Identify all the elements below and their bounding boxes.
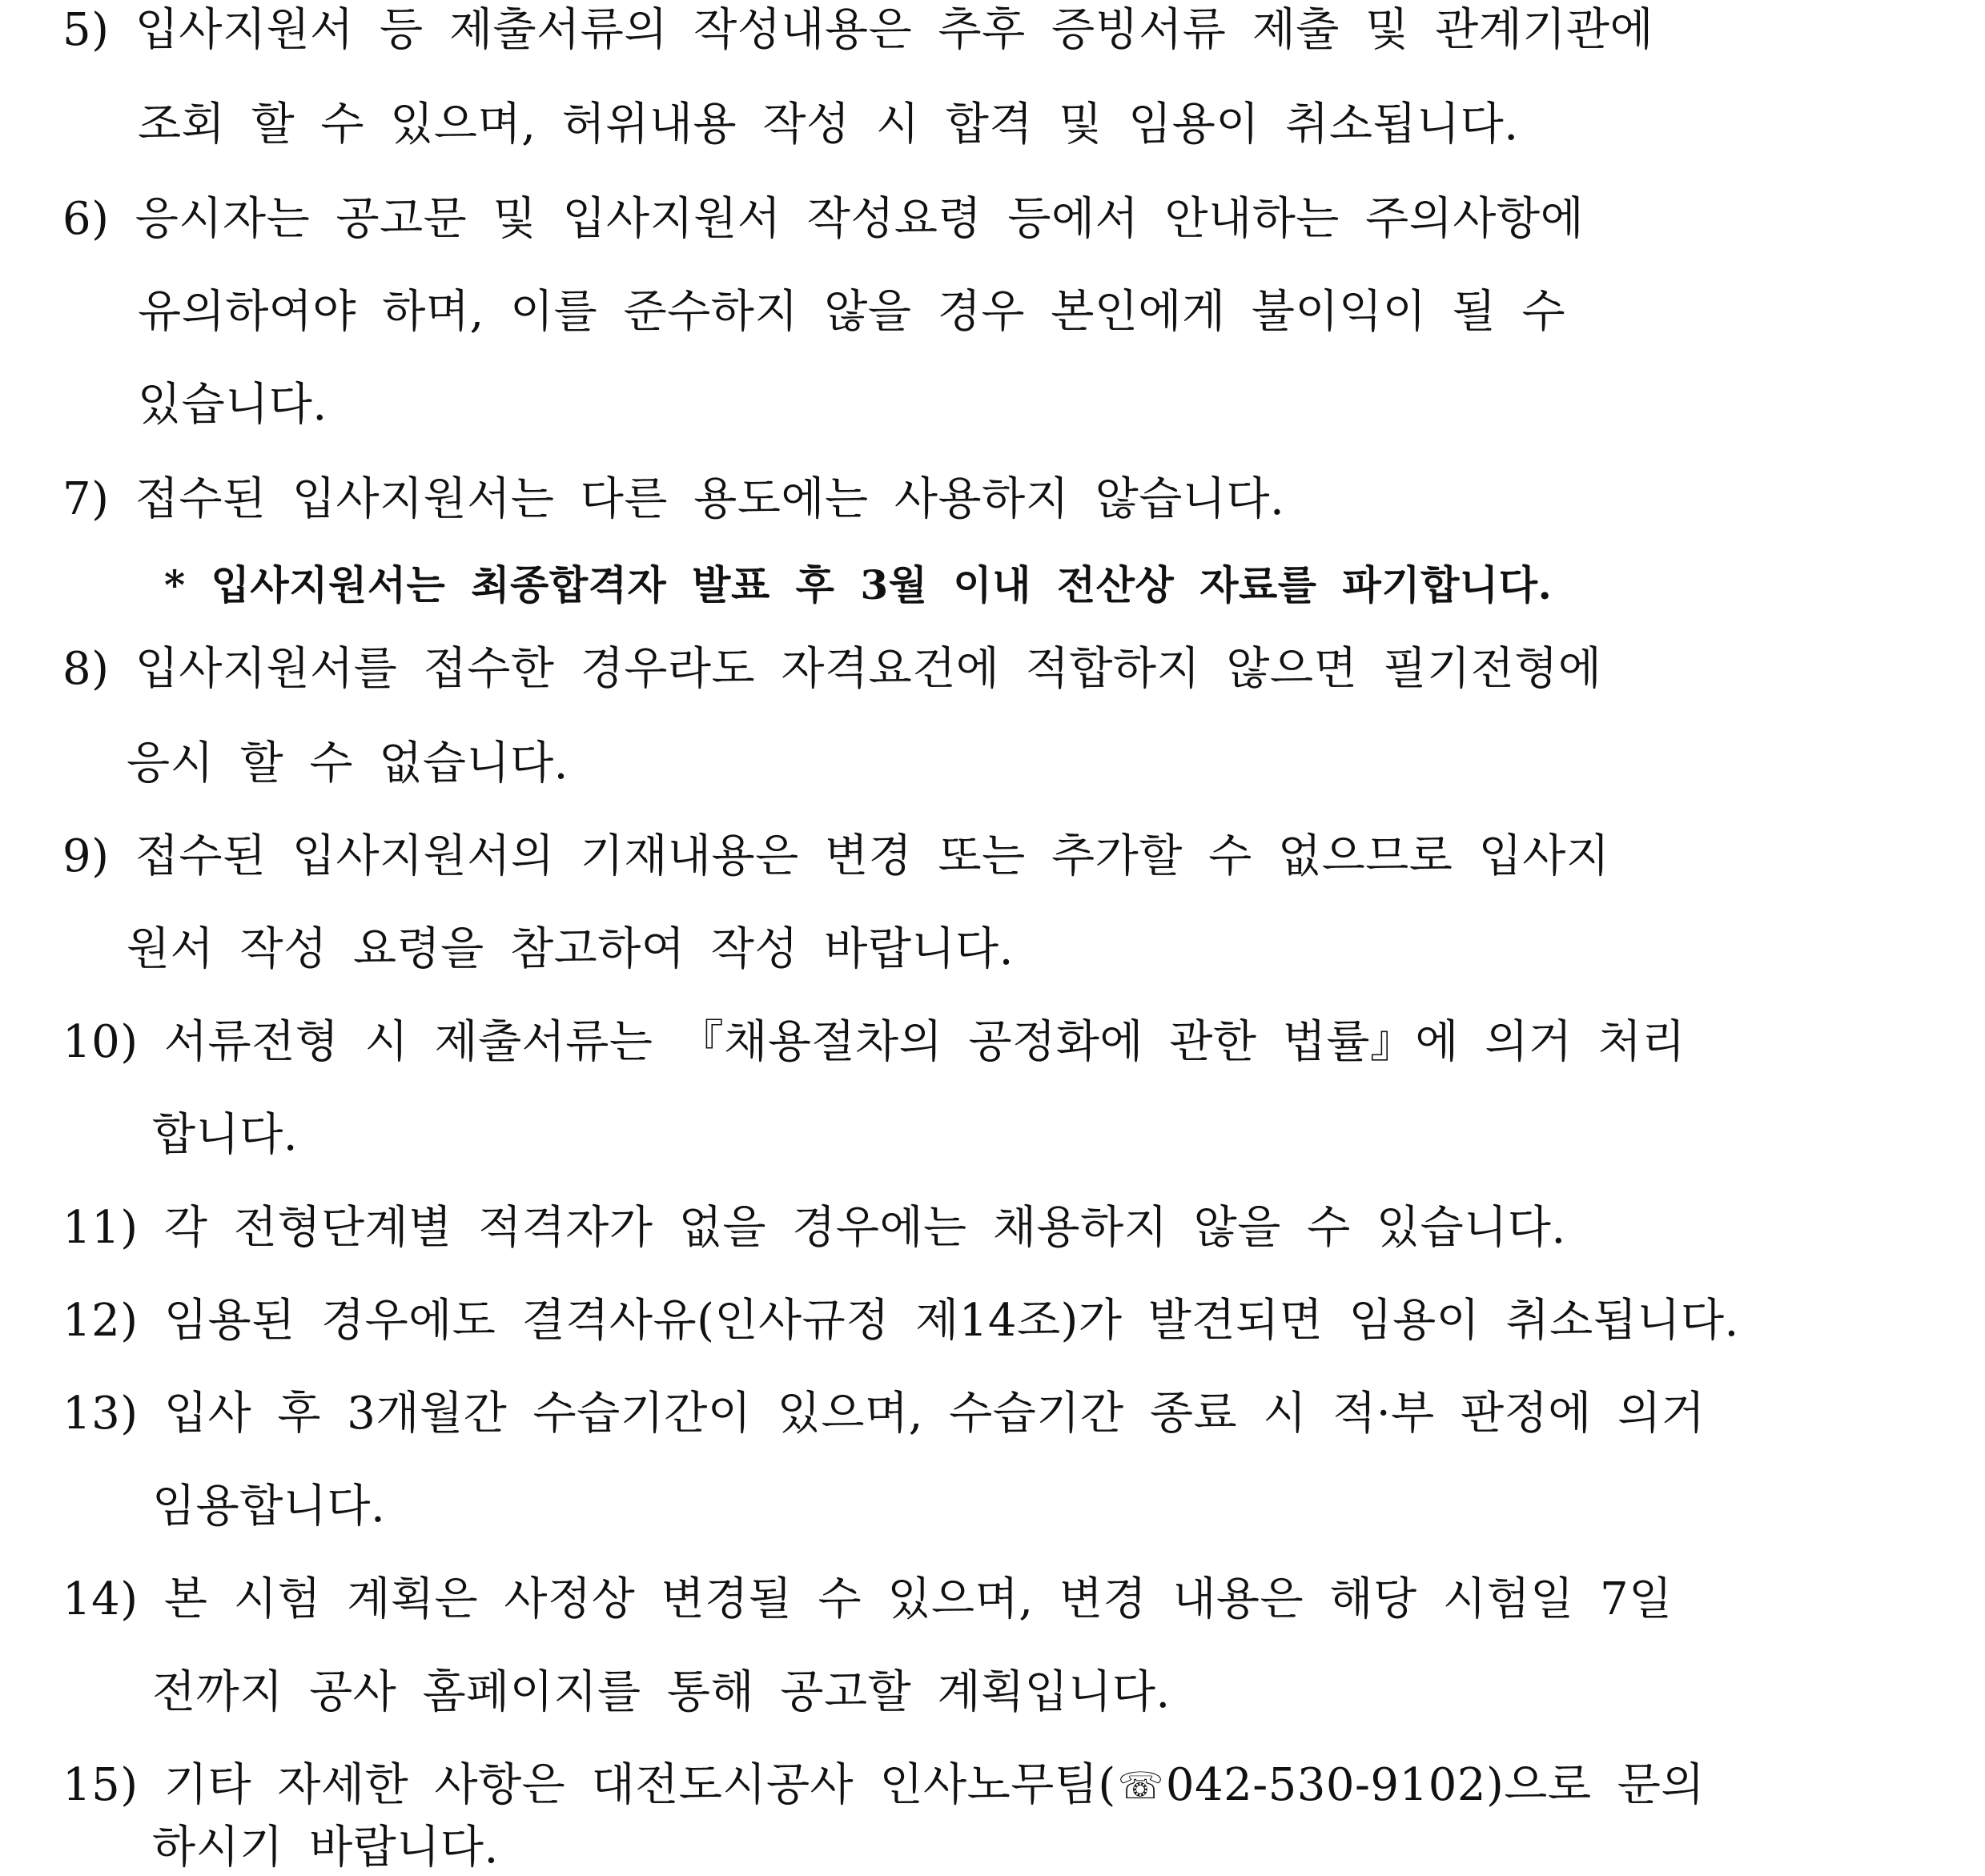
telephone-icon: ☏ [1117, 1764, 1164, 1807]
item-13-line-1: 13) 입사 후 3개월간 수습기간이 있으며, 수습기간 종료 시 적·부 판정에 의거 [62, 1388, 1706, 1440]
item-6-line-2: 유의하여야 하며, 이를 준수하지 않을 경우 본인에게 불이익이 될 수 [138, 286, 1566, 338]
item-15-line-1-text-b: 042-530-9102)으로 문의 [1165, 1759, 1705, 1811]
item-13-line-2: 임용합니다. [152, 1480, 386, 1533]
item-6-line-1: 6) 응시자는 공고문 및 입사지원서 작성요령 등에서 안내하는 주의사항에 [62, 193, 1585, 245]
item-7-line-1: 7) 접수된 입사지원서는 다른 용도에는 사용하지 않습니다. [62, 473, 1285, 525]
item-14-line-1: 14) 본 시험 계획은 사정상 변경될 수 있으며, 변경 내용은 해당 시험일 7일 [62, 1573, 1673, 1625]
item-6-line-3: 있습니다. [138, 379, 327, 431]
item-5-line-2: 조회 할 수 있으며, 허위내용 작성 시 합격 및 임용이 취소됩니다. [138, 98, 1519, 151]
item-15-line-1-text-a: 15) 기타 자세한 사항은 대전도시공사 인사노무팀( [62, 1759, 1116, 1811]
item-11-line-1: 11) 각 전형단계별 적격자가 없을 경우에는 채용하지 않을 수 있습니다. [62, 1202, 1566, 1254]
item-12-line-1: 12) 임용된 경우에도 결격사유(인사규정 제14조)가 발견되면 임용이 취소됩니다. [62, 1295, 1739, 1347]
item-8-line-1: 8) 입사지원서를 접수한 경우라도 자격요건에 적합하지 않으면 필기전형에 [62, 643, 1602, 695]
item-8-line-2: 응시 할 수 없습니다. [127, 737, 569, 789]
item-7-note: * 입사지원서는 최종합격자 발표 후 3월 이내 전산상 자료를 파기합니다. [164, 561, 1553, 609]
item-15-line-1 [62, 1759, 1705, 1811]
item-9-line-2: 원서 작성 요령을 참고하여 작성 바랍니다. [127, 923, 1014, 975]
item-9-line-1: 9) 접수된 입사지원서의 기재내용은 변경 또는 추가할 수 없으므로 입사지 [62, 830, 1610, 882]
item-14-line-2: 전까지 공사 홈페이지를 통해 공고할 계획입니다. [152, 1666, 1171, 1718]
item-10-line-1: 10) 서류전형 시 제출서류는 『채용절차의 공정화에 관한 법률』에 의거 처리 [62, 1016, 1686, 1068]
item-10-line-2: 합니다. [152, 1109, 299, 1161]
item-5-line-1: 5) 입사지원서 등 제출서류의 작성내용은 추후 증빙서류 제출 및 관계기관에 [62, 4, 1654, 56]
item-15-line-2: 하시기 바랍니다. [152, 1822, 499, 1874]
